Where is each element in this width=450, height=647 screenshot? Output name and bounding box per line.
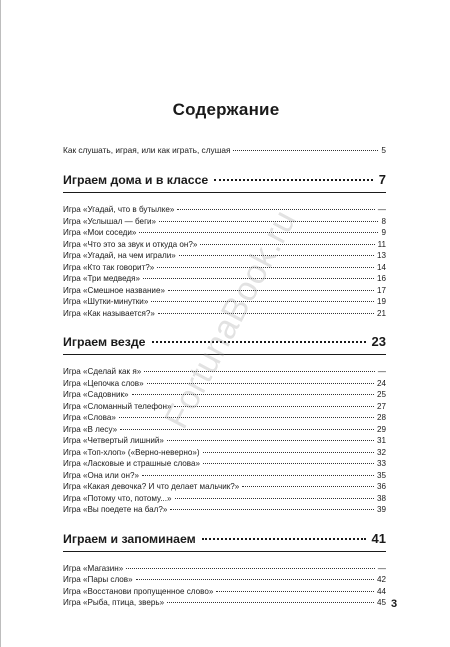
toc-entry [63,459,386,471]
page-number: 3 [391,598,398,610]
toc-entry-text: Игра «Она или он?» [63,470,140,480]
leader-dots [158,313,374,314]
section-divider [63,551,386,552]
toc-entry-page: 39 [376,505,386,514]
leader-dots [216,591,374,592]
toc-entry [63,390,386,402]
toc-entry [63,448,386,460]
leader-dots [144,371,375,372]
toc-entry-text: Как слушать, играя, или как играть, слушая [63,145,231,155]
leader-dots [200,244,374,245]
toc-entry [63,564,386,576]
toc-entry-page: 11 [377,239,386,249]
toc-entry [63,413,386,425]
toc-entry-text: Игра «Шутки-минутки» [63,297,149,306]
toc-entry-text: Игра «Ласковые и страшные слова» [63,459,201,468]
toc-entry-page: 25 [376,390,386,399]
leader-dots [233,150,378,151]
leader-dots [179,255,374,256]
leader-dots [203,463,374,464]
toc-entry-page: 29 [376,424,386,434]
toc-entry-page: 17 [376,285,386,295]
toc-entry-page: 42 [376,575,386,584]
toc-entry-page: 14 [376,262,386,272]
toc-entry-text: Игра «Садовник» [63,390,129,399]
toc-section [63,334,386,517]
leader-dots [119,417,374,418]
toc-entry-page: 9 [381,228,386,237]
table-of-contents [63,145,386,624]
toc-entry-page: 5 [381,145,386,155]
leader-dots [152,341,366,343]
leader-dots [143,278,374,279]
section-heading-row [63,531,386,548]
toc-entry-text: Игра «Услышал — беги» [63,216,157,226]
leader-dots [157,267,374,268]
section-divider [63,354,386,355]
leader-dots [168,290,374,291]
toc-entry-text: Игра «Магазин» [63,563,124,573]
toc-entry [63,425,386,437]
page-title: Содержание [172,100,280,119]
toc-entry-page: 36 [376,482,386,491]
toc-entry-page: 33 [376,459,386,468]
toc-entry-page: 44 [376,586,386,596]
section-page: 23 [371,334,386,349]
watermark: FortunaBook.ru [157,203,304,435]
toc-entry [63,402,386,414]
toc-entry [63,309,386,321]
toc-entry [63,367,386,379]
toc-entry-text: Игра «Какая девочка? И что делает мальчик?» [63,482,240,491]
toc-entry-page: 21 [376,308,386,318]
toc-entry-text: Игра «Сделай как я» [63,367,142,376]
toc-entry-text: Игра «Рыба, птица, зверь» [63,598,165,607]
toc-entry-text: Игра «В лесу» [63,424,118,434]
toc-entry [63,263,386,275]
toc-entry-page: 27 [376,401,386,411]
toc-entry-page: 16 [376,274,386,283]
leader-dots [177,209,375,210]
toc-entry-page: 28 [376,413,386,422]
toc-entry [63,228,386,240]
leader-dots [174,406,374,407]
toc-intro-entry [63,145,386,158]
section-page: 7 [378,172,386,187]
toc-entry [63,379,386,391]
toc-entry [63,598,386,610]
toc-entry-page: 19 [376,297,386,306]
toc-entry [63,297,386,309]
toc-entry [63,505,386,517]
toc-entry [63,436,386,448]
toc-entry [63,494,386,506]
toc-entry-page: — [377,205,386,214]
leader-dots [202,538,366,540]
section-heading-row [63,334,386,351]
toc-entry-text: Игра «Как называется?» [63,308,155,318]
leader-dots [242,486,374,487]
toc-entry [63,587,386,599]
toc-entry-text: Игра «Четвертый лишний» [63,436,164,445]
toc-entry-page: 8 [381,216,386,226]
toc-entry [63,240,386,252]
toc-entry-text: Игра «Кто так говорит?» [63,262,155,272]
toc-entry [63,575,386,587]
leader-dots [167,440,374,441]
toc-entry-text: Игра «Угадай, на чем играли» [63,251,176,260]
toc-entry-text: Игра «Смешное название» [63,285,165,295]
toc-entry-page: 31 [376,436,386,445]
toc-entry-page: — [377,367,386,376]
toc-entry [63,205,386,217]
toc-entry [63,471,386,483]
leader-dots [120,429,374,430]
section-heading: Играем и запоминаем [63,531,196,546]
section-heading: Играем везде [63,335,146,349]
toc-entry-text: Игра «Восстанови пропущенное слово» [63,586,214,596]
leader-dots [126,568,375,569]
toc-entry-page: 35 [376,470,386,480]
toc-entry-text: Игра «Вы поедете на бал?» [63,505,168,514]
leader-dots [170,509,374,510]
toc-entry-text: Игра «Слова» [63,413,116,422]
toc-entry-text: Игра «Три медведя» [63,274,141,283]
toc-entry [63,274,386,286]
toc-entry-text: Игра «Цепочка слов» [63,378,144,388]
toc-entry-text: Игра «Топ-хлоп» («Верно-неверно») [63,447,200,457]
toc-entry-page: 45 [376,598,386,607]
leader-dots [175,498,374,499]
leader-dots [132,394,374,395]
toc-entry-page: 38 [376,493,386,503]
leader-dots [159,221,378,222]
toc-entry [63,286,386,298]
toc-entry-page: 13 [376,251,386,260]
toc-section [63,531,386,610]
section-page: 41 [371,530,386,546]
toc-section [63,172,386,320]
leader-dots [139,232,378,233]
leader-dots [142,475,374,476]
toc-entry-text: Игра «Сломанный телефон» [63,401,172,411]
toc-entry-page: — [377,563,386,573]
toc-entry-text: Игра «Мои соседи» [63,228,137,237]
toc-entry-text: Игра «Что это за звук и откуда он?» [63,239,198,249]
leader-dots [214,179,372,181]
toc-entry [63,251,386,263]
section-divider [63,192,386,193]
toc-entry-text: Игра «Потому что, потому...» [63,493,172,503]
toc-entry-page: 32 [376,447,386,457]
section-heading: Играем дома и в классе [63,173,209,187]
leader-dots [203,452,374,453]
toc-entry [63,217,386,229]
toc-entry-page: 24 [376,378,386,388]
leader-dots [136,579,374,580]
toc-entry-text: Игра «Угадай, что в бутылке» [63,205,175,214]
leader-dots [147,383,374,384]
section-heading-row [63,172,386,189]
toc-entry-text: Игра «Пары слов» [63,575,133,584]
leader-dots [151,301,374,302]
toc-entry [63,482,386,494]
leader-dots [167,602,374,603]
